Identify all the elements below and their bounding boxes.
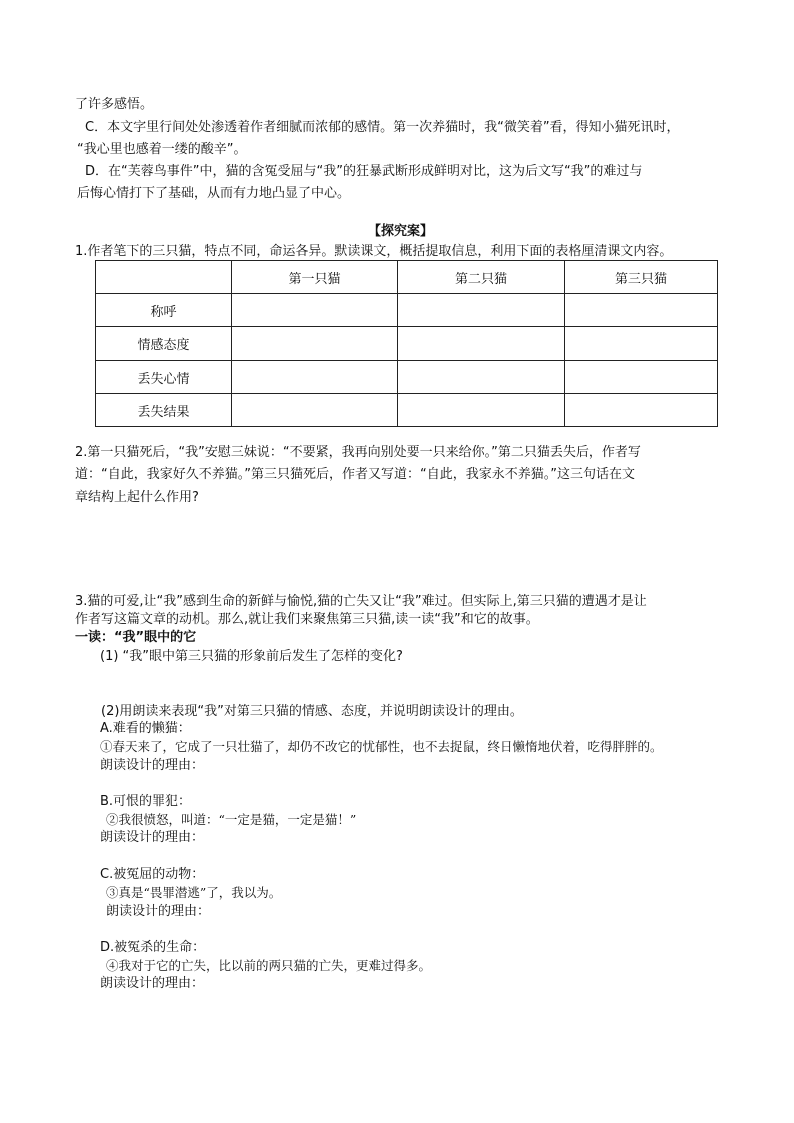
question-2-line2: 道：“自此，我家好久不养猫。”第三只猫死后，作者又写道：“自此，我家永不养猫。”这三句话在文 — [75, 467, 635, 482]
item-c-quote: ③真是“畏罪潜逃”了，我以为。 — [106, 885, 282, 900]
item-a-label: A.难看的懒猫： — [100, 721, 191, 736]
item-d-label: D.被冤杀的生命： — [100, 940, 206, 955]
question-3-line2: 作者写这篇文章的动机。那么,就让我们来聚焦第三只猫,读一读“我”和它的故事。 — [75, 612, 539, 627]
intro-line: 了许多感悟。 — [75, 97, 154, 112]
table-header-row — [96, 261, 718, 294]
item-b-quote: ②我很愤怒，叫道：“一定是猫，一定是猫！” — [106, 812, 357, 827]
table-row — [96, 294, 718, 327]
item-c-reason: 朗读设计的理由： — [106, 904, 211, 919]
answer-cell[interactable] — [232, 361, 398, 394]
answer-cell[interactable] — [398, 394, 565, 427]
answer-cell[interactable] — [232, 327, 398, 361]
row-label: 丢失结果 — [96, 394, 232, 427]
answer-cell[interactable] — [398, 361, 565, 394]
summary-table — [95, 260, 718, 427]
item-a-quote: ①春天来了，它成了一只壮猫了，却仍不改它的忧郁性，也不去捉鼠，终日懒惰地伏着，吃得胖胖的。 — [100, 739, 663, 754]
answer-cell[interactable] — [398, 327, 565, 361]
option-d-line2: 后悔心情打下了基础，从而有力地凸显了中心。 — [77, 186, 351, 201]
item-c-label: C.被冤屈的动物： — [100, 867, 205, 882]
table-row — [96, 394, 718, 427]
table-header-cell: 第二只猫 — [398, 261, 565, 294]
item-a-reason: 朗读设计的理由： — [100, 758, 205, 773]
answer-cell[interactable] — [232, 294, 398, 327]
option-d-line1: D．在“芙蓉鸟事件”中，猫的含冤受屈与“我”的狂暴武断形成鲜明对比，这为后文写“我”的难过与 — [85, 164, 643, 179]
table-header-cell — [96, 261, 232, 294]
item-b-reason: 朗读设计的理由： — [100, 830, 205, 845]
question-2-line1: 2.第一只猫死后，“我”安慰三妹说：“不要紧，我再向别处要一只来给你。”第二只猫丢失后，作者写 — [75, 445, 641, 460]
answer-cell[interactable] — [565, 327, 718, 361]
row-label: 丢失心情 — [96, 361, 232, 394]
item-b-label: B.可恨的罪犯： — [100, 794, 192, 809]
table-header-cell: 第三只猫 — [565, 261, 718, 294]
option-c-line1: C．本文字里行间处处渗透着作者细腻而浓郁的感情。第一次养猫时，我“微笑着”看，得知小猫死讯时， — [85, 120, 680, 135]
answer-cell[interactable] — [232, 394, 398, 427]
table-header-cell: 第一只猫 — [232, 261, 398, 294]
table-row — [96, 327, 718, 361]
item-d-reason: 朗读设计的理由： — [100, 976, 205, 991]
table-row — [96, 361, 718, 394]
answer-cell[interactable] — [565, 361, 718, 394]
row-label: 称呼 — [96, 294, 232, 327]
row-label: 情感态度 — [96, 327, 232, 361]
question-1-text: 1.作者笔下的三只猫，特点不同，命运各异。默读课文，概括提取信息，利用下面的表格厘清课文内容。 — [75, 244, 673, 259]
answer-cell[interactable] — [565, 294, 718, 327]
answer-cell[interactable] — [398, 294, 565, 327]
item-d-quote: ④我对于它的亡失，比以前的两只猫的亡失，更难过得多。 — [106, 958, 432, 973]
sub-question-2: (2)用朗读来表现“我”对第三只猫的情感、态度，并说明朗读设计的理由。 — [101, 704, 523, 719]
sub-question-1: (1) “我”眼中第三只猫的形象前后发生了怎样的变化? — [100, 649, 403, 664]
question-3-line1: 3.猫的可爱,让“我”感到生命的新鲜与愉悦,猫的亡失又让“我”难过。但实际上,第三只猫的遭遇才是让 — [75, 594, 647, 609]
option-c-line2: “我心里也感着一缕的酸辛”。 — [77, 142, 247, 157]
answer-cell[interactable] — [565, 394, 718, 427]
first-reading-heading: 一读：“我”眼中的它 — [75, 630, 197, 645]
question-2-line3: 章结构上起什么作用? — [75, 490, 199, 505]
section-title: 【探究案】 — [368, 224, 434, 239]
